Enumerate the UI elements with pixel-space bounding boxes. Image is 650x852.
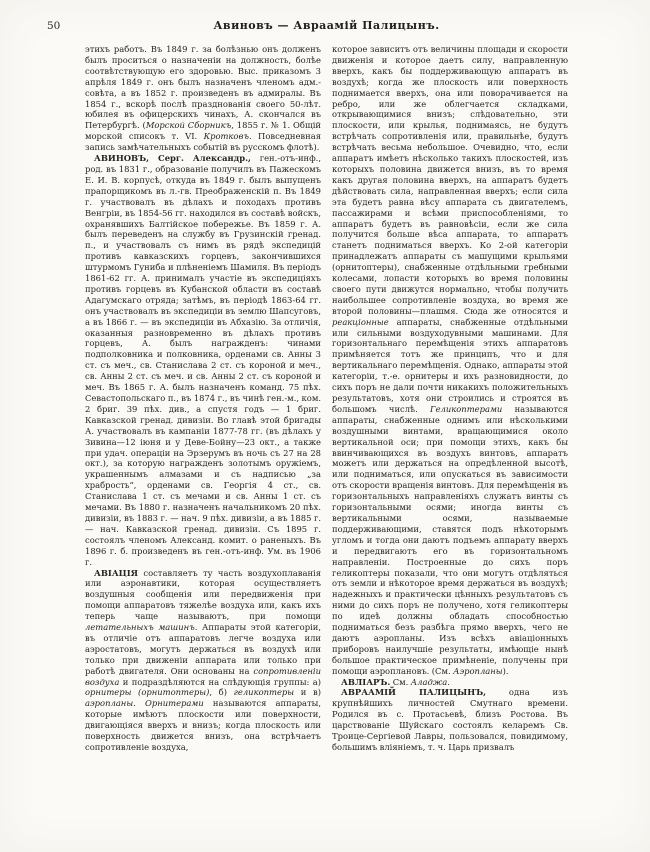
text-run: и в) <box>294 687 321 698</box>
italic-term: Аладжа. <box>410 676 450 687</box>
paragraph-continuation-avinov-mihail <box>85 44 321 153</box>
italic-term: летательныхъ машинъ <box>85 622 195 633</box>
italic-term: орнитеры (орнитоптеры) <box>85 687 210 698</box>
text-run: одна изъ крупнѣйшихъ личностей Смутнаго времени. Родился въ с. Протасьевѣ, близъ Ростова. Въ царствованіе Шуйскаго состоялъ келаремъ Св. Троице-Сергіевой Лавры, пользовался, повидимому, большимъ вліяніемъ, т. ч. Царь призвалъ <box>332 687 568 752</box>
entry-headword: АВІАЦІЯ <box>94 567 139 578</box>
entry-avliar <box>332 677 568 688</box>
entry-headword: АВРААМІЙ ПАЛИЦЫНЪ, <box>341 687 487 698</box>
column-left <box>85 44 321 753</box>
italic-term: Морской Сборникъ <box>145 120 232 131</box>
text-run: называются аппараты, которые имѣютъ плоскости или поверхности, двигающіяся вверхъ и внизъ; когда плоскость или поверхность движется внизъ, она встрѣчаетъ сопротивленіе воздуха, <box>85 698 322 752</box>
text-run: называются аппараты, снабженные однимъ или нѣсколькими воздушными винтами, вращающимися около вертикальной оси; при помощи этихъ, какъ бы ввинчивающихся въ воздухъ винтовъ, аппаратъ можетъ или держаться на опредѣленной высотѣ, или подниматься, или опускаться въ зависимости отъ скорости вращенія винтовъ. Для перемѣщенія въ горизонтальныхъ направленіяхъ служатъ винты съ горизонтальными осями; иногда винты съ вертикальными осями, называемые поддерживающими, ставятся подъ нѣкоторымъ угломъ и тогда они даютъ подъемъ аппарату вверхъ и передвигаютъ его въ горизонтальномъ направленіи. Построенные до сихъ поръ геликоптеры показали, что они могутъ отдѣляться отъ земли и нѣкоторое время держаться въ воздухѣ; надежныхъ и практически цѣнныхъ результатовъ съ ними до сихъ поръ не получено, хотя геликоптеры по идеѣ должны обладать способностью подниматься безъ разбѣга прямо вверхъ, чего не даютъ аэропланы. Изъ всѣхъ авіаціонныхъ приборовъ наилучшіе результаты, имѣющіе нынѣ большое практическое примѣненіе, получены при помощи аэроплановъ. (См. <box>332 403 568 676</box>
entry-avinov-serg-aleksandr <box>85 153 321 567</box>
entry-aviatsiya <box>85 568 321 753</box>
entry-headword: АВЛІАРЪ. <box>341 676 391 687</box>
paragraph-continuation-aviatsiya <box>332 44 568 677</box>
running-head: Авиновъ — Авраамій Палицынъ. <box>213 19 440 32</box>
italic-term: геликоптеры <box>233 687 295 698</box>
italic-term: Орнитерами <box>145 698 204 709</box>
text-run: составляетъ ту часть воздухоплаванія или аэронавтики, которая осуществляетъ воздушныя сообщенія или передвиженія при помощи аппаратовъ тяжелѣе воздуха или, какъ ихъ теперь чаще называютъ, при помощи <box>85 567 321 622</box>
text-run: которое зависитъ отъ величины площади и скорости движенія и которое даетъ силу, направленную вверхъ, какъ бы поддерживающую аппаратъ въ воздухѣ; когда же плоскость или поверхность поднимается вверхъ, она или поворачивается на ребро, или же облегчается складками, открывающимися внизъ; слѣдовательно, эти плоскости, или крылья, поднимаясь, не будутъ встрѣчать сопротивленія или, правильнѣе, будутъ встрѣчать весьма небольшое. Очевидно, что, если аппаратъ имѣетъ нѣсколько такихъ плоскостей, изъ которыхъ половина движется внизъ, въ то время какъ другая половина вверхъ, на аппаратъ будетъ дѣйствовать сила, направленная вверхъ; если сила эта будетъ равна вѣсу аппарата съ двигателемъ, пассажирами и всѣми приспособленіями, то аппаратъ будетъ въ равновѣсіи, если же сила получится больше вѣса аппарата, то аппаратъ станетъ подниматься вверхъ. Ко 2-ой категоріи принадлежатъ аппараты съ машущими крыльями (орнитоптеры), снабженные отдѣльными гребными колесами, лопасти которыхъ во время половины своего пути движутся нормально, чтобы получить наибольшее сопротивленіе воздуха, во время же второй половины—плашмя. Сюда же относятся и <box>332 44 568 316</box>
italic-term: сопротивленіи воздуха <box>85 665 321 687</box>
text-run: аппараты, снабженные отдѣльными или сильными воздуходувными машинами. Для горизонтальнаго перемѣщенія этихъ аппаратовъ примѣняется тотъ же принципъ, что и для вертикальнаго перемѣщенія. Однако, аппараты этой категоріи, т.-е. орнитеры и ихъ разновидности, до сихъ поръ не дали почти никакихъ положительныхъ результатовъ, хотя они строились и строятся въ большомъ числѣ. <box>332 316 568 414</box>
entry-headword: АВИНОВЪ, Серг. Александр., <box>94 153 251 164</box>
text-run: , 1855 г. № 1. Общій морской списокъ т. VI. <box>85 120 321 142</box>
page-header <box>47 19 568 35</box>
italic-term: Кротковъ <box>203 131 249 142</box>
italic-term: аэропланы <box>85 698 134 709</box>
italic-term: реакціонные <box>332 316 389 327</box>
text-run: ). <box>502 665 509 676</box>
text-run: . <box>133 698 146 709</box>
text-run: и подраздѣляются на слѣдующія группы: а) <box>119 676 321 687</box>
column-right <box>332 44 568 753</box>
text-run: , б) <box>209 687 234 698</box>
text-run: . Повседневная запись замѣчательныхъ событій въ русскомъ флотѣ). <box>85 131 321 153</box>
text-columns <box>85 44 568 753</box>
text-run: этихъ работъ. Въ 1849 г. за болѣзнью онъ долженъ былъ проситься о назначеніи на должность, болѣе соотвѣтствующую его здоровью. Выс. приказомъ 3 апрѣля 1849 г. онъ былъ назначенъ членомъ адм.-совѣта, а въ 1852 г. произведенъ въ адмиралы. Въ 1854 г., вскорѣ послѣ празднованія своего 50-лѣт. юбилея въ офицерскихъ чинахъ, А. скончался въ Петербургѣ. ( <box>85 44 321 131</box>
page-number: 50 <box>47 20 61 32</box>
italic-term: Аэропланы <box>453 665 503 676</box>
entry-avraamiy-palitsyn <box>332 687 568 752</box>
text-run: . Аппараты этой категоріи, въ отличіе отъ аппаратовъ легче воздуха или аэростатовъ, могутъ держаться въ воздухѣ или только при движеніи аппарата или только при работѣ двигателя. Они основаны на <box>85 622 322 676</box>
text-run: См. <box>390 676 411 687</box>
italic-term: Геликоптерами <box>430 403 503 414</box>
text-run: ген.-отъ-инф., род. въ 1831 г., образованіе получилъ въ Пажескомъ Е. И. В. корпусѣ, откуда въ 1849 г. былъ выпущенъ прапорщикомъ въ л.-гв. Преображенскій п. Въ 1849 г. участвовалъ въ дѣлахъ и походахъ противъ Венгріи, въ 1854-56 гг. находился въ составѣ войскъ, охранявшихъ Балтійское побережье. Въ 1859 г. А. былъ переведенъ на службу въ Грузинскій гренад. п., и участвовалъ съ нимъ въ рядѣ экспедицій противъ кавказскихъ горцевъ, закончившихся штурмомъ Гуниба и плѣненіемъ Шамиля. Въ періодъ 1861-62 гг. А. принималъ участіе въ экспедиціяхъ противъ горцевъ въ Кубанской области въ составѣ Адагумскаго отряда; затѣмъ, въ періодѣ 1863-64 гг. онъ участвовалъ въ экспедиціи въ землю Шапсуговъ, а въ 1866 г. — въ экспедиціи въ Абхазію. За отличія, оказанныя разновременно въ дѣлахъ противъ горцевъ, А. былъ награжденъ: чинами подполковника и полковника, орденами св. Анны 3 ст. съ меч., св. Станислава 2 ст. съ короной и меч., св. Анны 2 ст. съ меч. и св. Анны 2 ст. съ короной и меч. Въ 1865 г. А. былъ назначенъ команд. 75 пѣх. Севастопольскаго п., въ 1874 г., въ чинѣ ген.-м., ком. 2 бриг. 39 пѣх. див., а спустя годъ — 1 бриг. Кавказской гренад. дивизіи. Во главѣ этой бригады А. участвовалъ въ кампаніи 1877-78 гг. (въ дѣлахъ у Зивина—12 іюня и у Деве-Бойну—23 окт., а также при удач. операціи на Эрзерумъ въ ночь съ 27 на 28 окт.), за которую награжденъ золотымъ оружіемъ, украшеннымъ алмазами и съ надписью „за храбрость“, орденами св. Георгія 4 ст., св. Станислава 1 ст. съ мечами и св. Анны 1 ст. съ мечами. Въ 1880 г. назначенъ начальникомъ 20 пѣх. дивизіи, въ 1883 г. — нач. 9 пѣх. дивизіи, а въ 1885 г. — нач. Кавказской гренад. дивизіи. Съ 1895 г. состоялъ членомъ Александ. комит. о раненыхъ. Въ 1896 г. б. произведенъ въ ген.-отъ-инф. Ум. въ 1906 г. <box>85 153 321 567</box>
